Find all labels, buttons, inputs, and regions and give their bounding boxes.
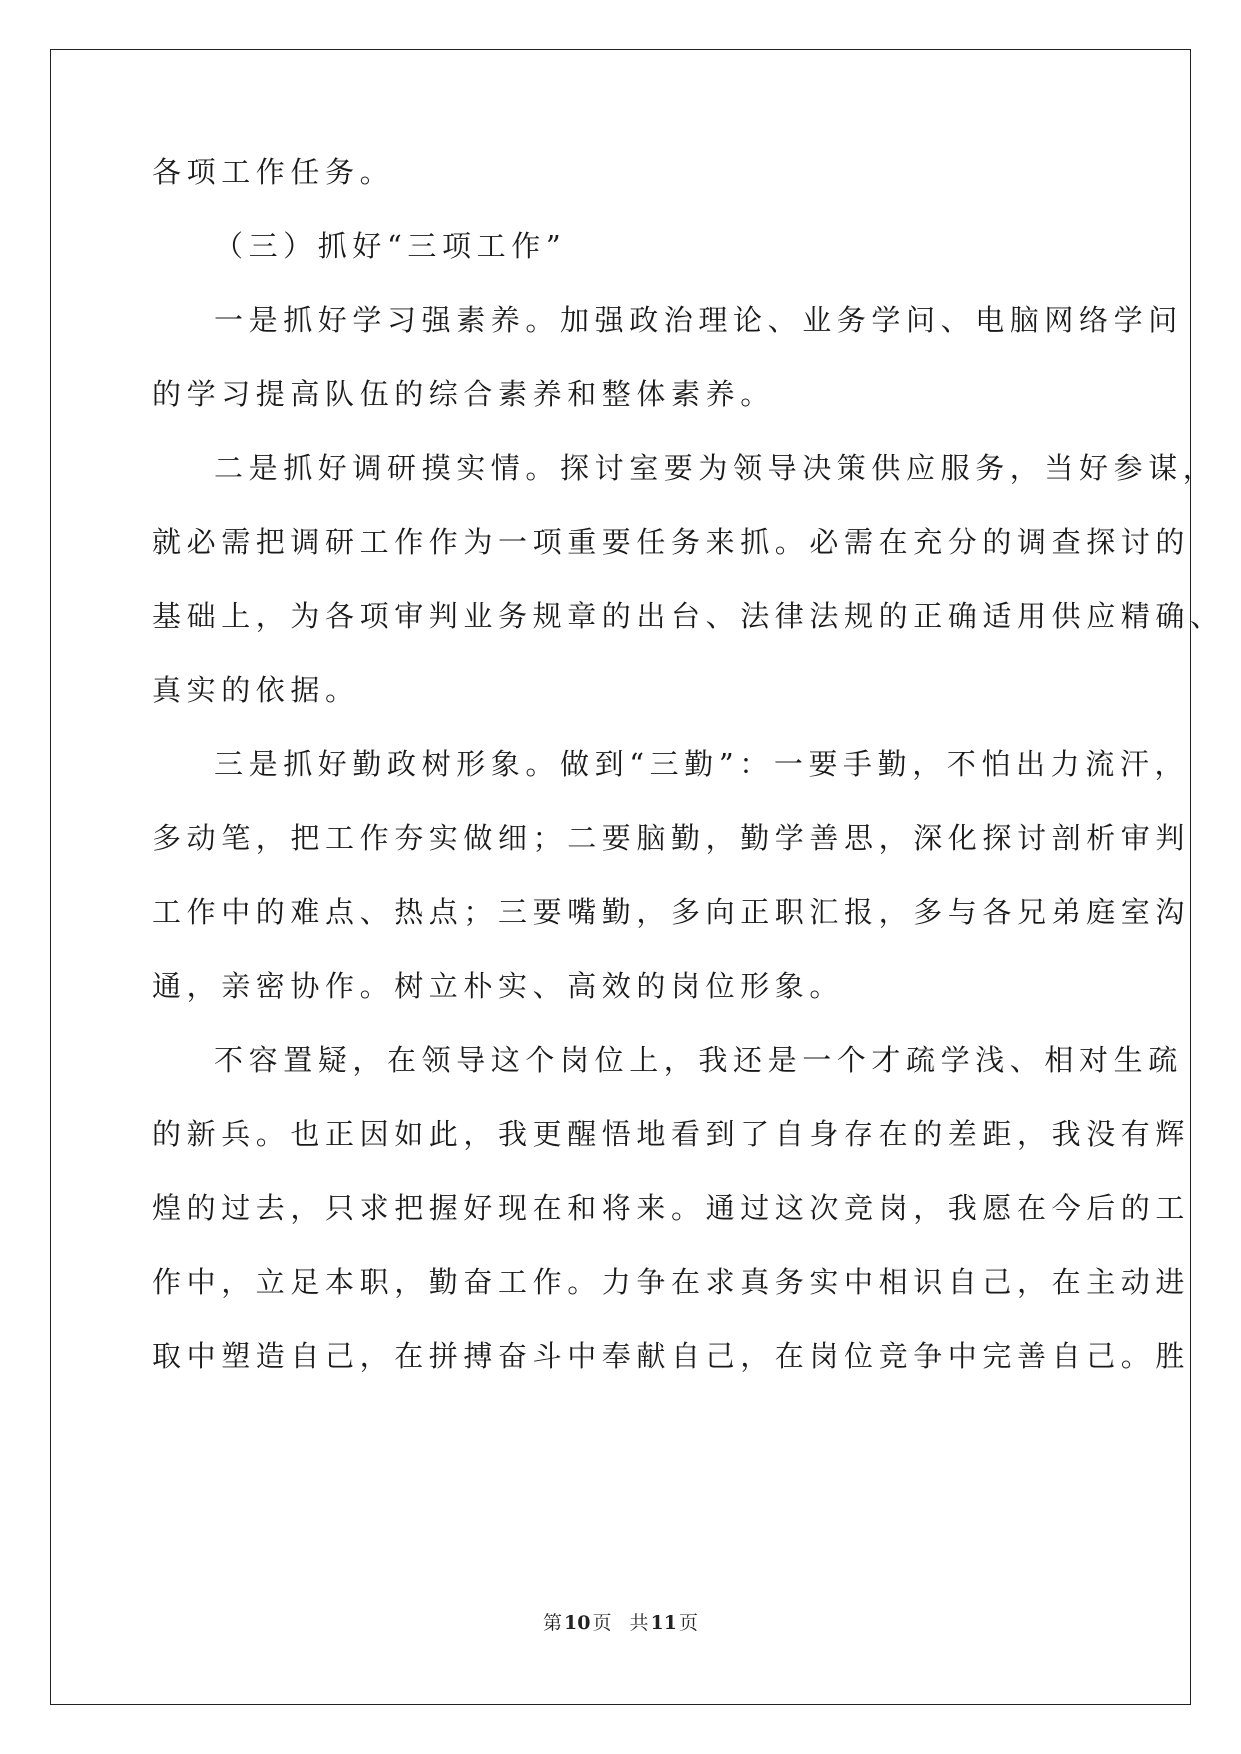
text-line-11: 工作中的难点、热点；三要嘴勤，多向正职汇报，多与各兄弟庭室沟 [152,895,1191,929]
total-unit: 页 [678,1612,698,1634]
text-line-5: 二是抓好调研摸实情。探讨室要为领导决策供应服务，当好参谋， [214,451,1218,485]
text-line-13: 不容置疑，在领导这个岗位上，我还是一个才疏学浅、相对生疏 [214,1043,1183,1077]
text-line-9: 三是抓好勤政树形象。做到“三勤”：一要手勤，不怕出力流汗， [214,747,1190,781]
page-footer [0,1611,1241,1635]
text-line-12: 通，亲密协作。树立朴实、高效的岗位形象。 [152,969,845,1003]
text-line-14: 的新兵。也正因如此，我更醒悟地看到了自身存在的差距，我没有辉 [152,1117,1191,1151]
text-line-4: 的学习提高队伍的综合素养和整体素养。 [152,377,775,411]
text-line-15: 煌的过去，只求把握好现在和将来。通过这次竞岗，我愿在今后的工 [152,1191,1191,1225]
text-line-1: 各项工作任务。 [152,155,395,189]
section-heading: （三）抓好“三项工作” [214,229,567,263]
text-line-10: 多动笔，把工作夯实做细；二要脑勤，勤学善思，深化探讨剖析审判 [152,821,1191,855]
text-line-17: 取中塑造自己，在拼搏奋斗中奉献自己，在岗位竞争中完善自己。胜 [152,1339,1191,1373]
page-prefix: 第 [543,1612,563,1634]
total-pages: 11 [650,1612,677,1634]
page-unit: 页 [592,1612,612,1634]
text-line-7: 基础上，为各项审判业务规章的出台、法律法规的正确适用供应精确、 [152,599,1225,633]
page-number: 10 [564,1612,591,1634]
page-border [50,49,1225,1705]
text-line-16: 作中，立足本职，勤奋工作。力争在求真务实中相识自己，在主动进 [152,1265,1191,1299]
text-line-8: 真实的依据。 [152,673,360,707]
text-line-6: 就必需把调研工作作为一项重要任务来抓。必需在充分的调查探讨的 [152,525,1191,559]
text-line-3: 一是抓好学习强素养。加强政治理论、业务学问、电脑网络学问 [214,303,1183,337]
total-prefix: 共 [629,1612,649,1634]
